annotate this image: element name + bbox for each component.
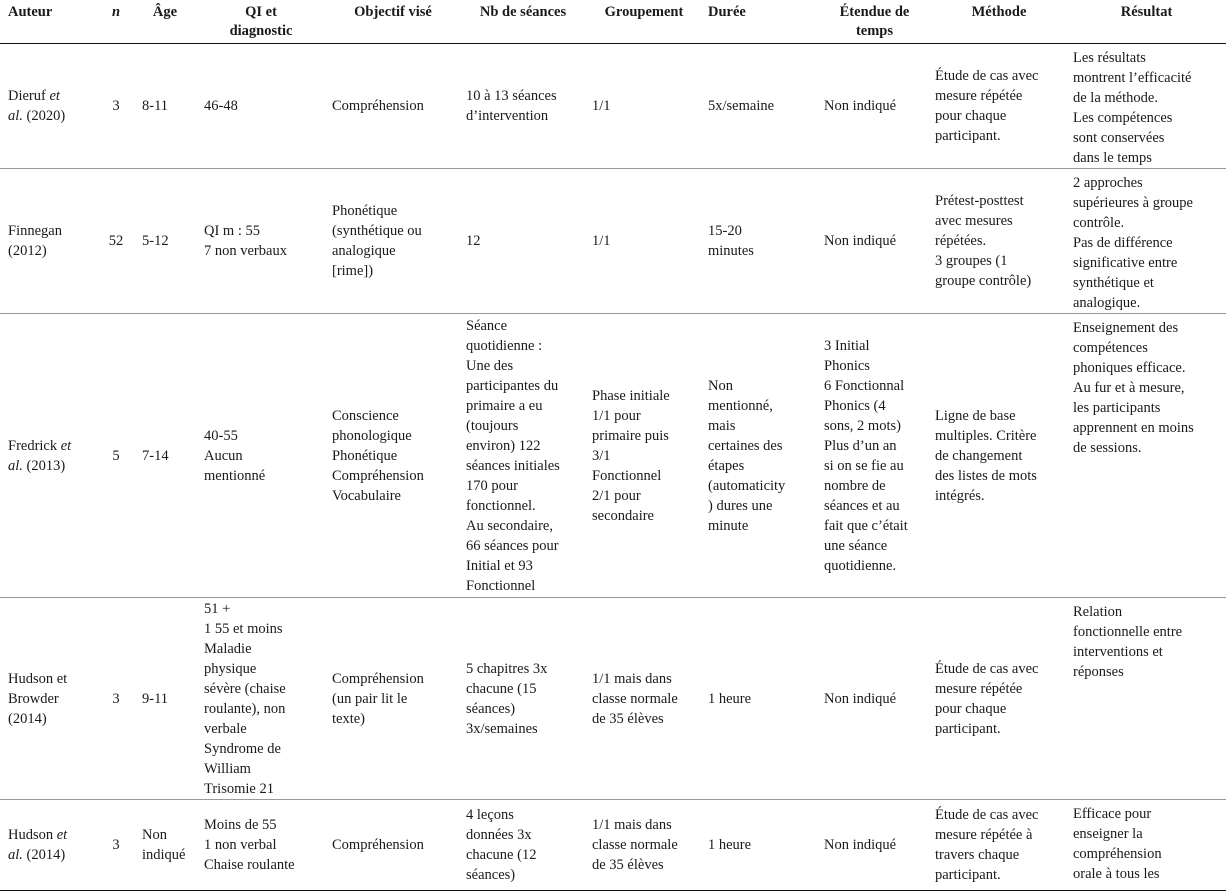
cell-n: 3 (98, 597, 134, 799)
cell-resultat: Enseignement des compétences phoniques efficace. Au fur et à mesure, les participants apprennent en moins de sessions. (1067, 313, 1226, 597)
cell-auteur (0, 168, 98, 313)
table-body (0, 43, 1226, 890)
cell-n: 5 (98, 313, 134, 597)
cell-objectif: Conscience phonologique Phonétique Compréhension Vocabulaire (326, 313, 460, 597)
cell-nb-seances: 4 leçons données 3x chacune (12 séances) (460, 799, 586, 890)
header-groupement: Groupement (586, 0, 702, 43)
cell-duree: 1 heure (702, 597, 818, 799)
cell-groupement: Phase initiale 1/1 pour primaire puis 3/1 Fonctionnel 2/1 pour secondaire (586, 313, 702, 597)
cell-age: 9-11 (134, 597, 196, 799)
header-age: Âge (134, 0, 196, 43)
cell-n: 3 (98, 799, 134, 890)
author-name: Hudson et Browder (2014) (8, 670, 68, 727)
cell-nb-seances: 10 à 13 séances d’intervention (460, 43, 586, 168)
cell-objectif: Compréhension (326, 43, 460, 168)
cell-duree: Non mentionné, mais certaines des étapes (automaticity ) dures une minute (702, 313, 818, 597)
cell-age: Non indiqué (134, 799, 196, 890)
header-methode: Méthode (931, 0, 1067, 43)
header-qi: QI et diagnostic (196, 0, 326, 43)
header-n: n (98, 0, 134, 43)
table-row (0, 597, 1226, 799)
author-name: Fredrick (8, 437, 61, 454)
author-name: Hudson (8, 827, 57, 843)
cell-duree: 15-20 minutes (702, 168, 818, 313)
cell-auteur (0, 313, 98, 597)
cell-methode: Étude de cas avec mesure répétée pour chaque participant. (931, 597, 1067, 799)
cell-methode: Prétest-posttest avec mesures répétées. 3 groupes (1 groupe contrôle) (931, 168, 1067, 313)
author-al-year: al. (2020) (8, 108, 66, 124)
cell-etendue: 3 Initial Phonics 6 Fonctionnal Phonics (4 sons, 2 mots) Plus d’un an si on se fie au nombre de séances et au fait que c’était une séance quotidienne. (818, 313, 931, 597)
author-al-italic: al. (8, 847, 23, 863)
cell-duree: 5x/semaine (702, 43, 818, 168)
cell-auteur (0, 43, 98, 168)
cell-n: 52 (98, 168, 134, 313)
cell-duree: 1 heure (702, 799, 818, 890)
cell-resultat: Efficace pour enseigner la compréhension orale à tous les (1067, 799, 1226, 890)
author-et-italic: et (56, 827, 68, 843)
cell-groupement: 1/1 (586, 168, 702, 313)
cell-auteur (0, 799, 98, 890)
cell-n: 3 (98, 43, 134, 168)
cell-qi-diagnostic: QI m : 55 7 non verbaux (196, 168, 326, 313)
cell-resultat: Les résultats montrent l’efficacité de la méthode. Les compétences sont conservées dans le temps (1067, 43, 1226, 168)
author-name: Finnegan (2012) (8, 223, 62, 259)
author-al-year: al. (2014) (8, 847, 66, 863)
author-et-italic: et (49, 88, 60, 104)
cell-groupement: 1/1 (586, 43, 702, 168)
header-nb-seances: Nb de séances (460, 0, 586, 43)
header-duree: Durée (702, 0, 818, 43)
header-row (0, 0, 1226, 43)
cell-objectif: Compréhension (326, 799, 460, 890)
author-et-italic: et (60, 437, 72, 454)
table-row (0, 43, 1226, 168)
header-etendue: Étendue de temps (818, 0, 931, 43)
cell-etendue: Non indiqué (818, 799, 931, 890)
table-row (0, 313, 1226, 597)
cell-age: 7-14 (134, 313, 196, 597)
cell-objectif: Compréhension (un pair lit le texte) (326, 597, 460, 799)
cell-resultat: Relation fonctionnelle entre interventions et réponses (1067, 597, 1226, 799)
cell-qi-diagnostic: 40-55 Aucun mentionné (196, 313, 326, 597)
cell-resultat: 2 approches supérieures à groupe contrôle. Pas de différence significative entre synthétique et analogique. (1067, 168, 1226, 313)
cell-nb-seances: 12 (460, 168, 586, 313)
header-objectif: Objectif visé (326, 0, 460, 43)
cell-qi-diagnostic: 46-48 (196, 43, 326, 168)
cell-etendue: Non indiqué (818, 43, 931, 168)
cell-nb-seances: Séance quotidienne : Une des participantes du primaire a eu (toujours environ) 122 séances initiales 170 pour fonctionnel. Au secondaire, 66 séances pour Initial et 93 Fonctionnel (460, 313, 586, 597)
author-al-italic: al. (8, 457, 23, 474)
cell-etendue: Non indiqué (818, 168, 931, 313)
cell-auteur (0, 597, 98, 799)
author-al-italic: al. (8, 108, 23, 124)
cell-objectif: Phonétique (synthétique ou analogique [rime]) (326, 168, 460, 313)
cell-age: 5-12 (134, 168, 196, 313)
author-al-year: al. (2013) (8, 457, 66, 474)
cell-groupement: 1/1 mais dans classe normale de 35 élèves (586, 597, 702, 799)
header-auteur: Auteur (0, 0, 98, 43)
cell-groupement: 1/1 mais dans classe normale de 35 élèves (586, 799, 702, 890)
cell-age: 8-11 (134, 43, 196, 168)
table-row (0, 799, 1226, 890)
cell-nb-seances: 5 chapitres 3x chacune (15 séances) 3x/semaines (460, 597, 586, 799)
cell-methode: Étude de cas avec mesure répétée pour chaque participant. (931, 43, 1067, 168)
cell-methode: Étude de cas avec mesure répétée à travers chaque participant. (931, 799, 1067, 890)
cell-etendue: Non indiqué (818, 597, 931, 799)
cell-qi-diagnostic: Moins de 55 1 non verbal Chaise roulante (196, 799, 326, 890)
author-name: Dieruf (8, 88, 50, 104)
table-row (0, 168, 1226, 313)
cell-qi-diagnostic: 51 + 1 55 et moins Maladie physique sévère (chaise roulante), non verbale Syndrome de William Trisomie 21 (196, 597, 326, 799)
cell-methode: Ligne de base multiples. Critère de changement des listes de mots intégrés. (931, 313, 1067, 597)
header-resultat: Résultat (1067, 0, 1226, 43)
